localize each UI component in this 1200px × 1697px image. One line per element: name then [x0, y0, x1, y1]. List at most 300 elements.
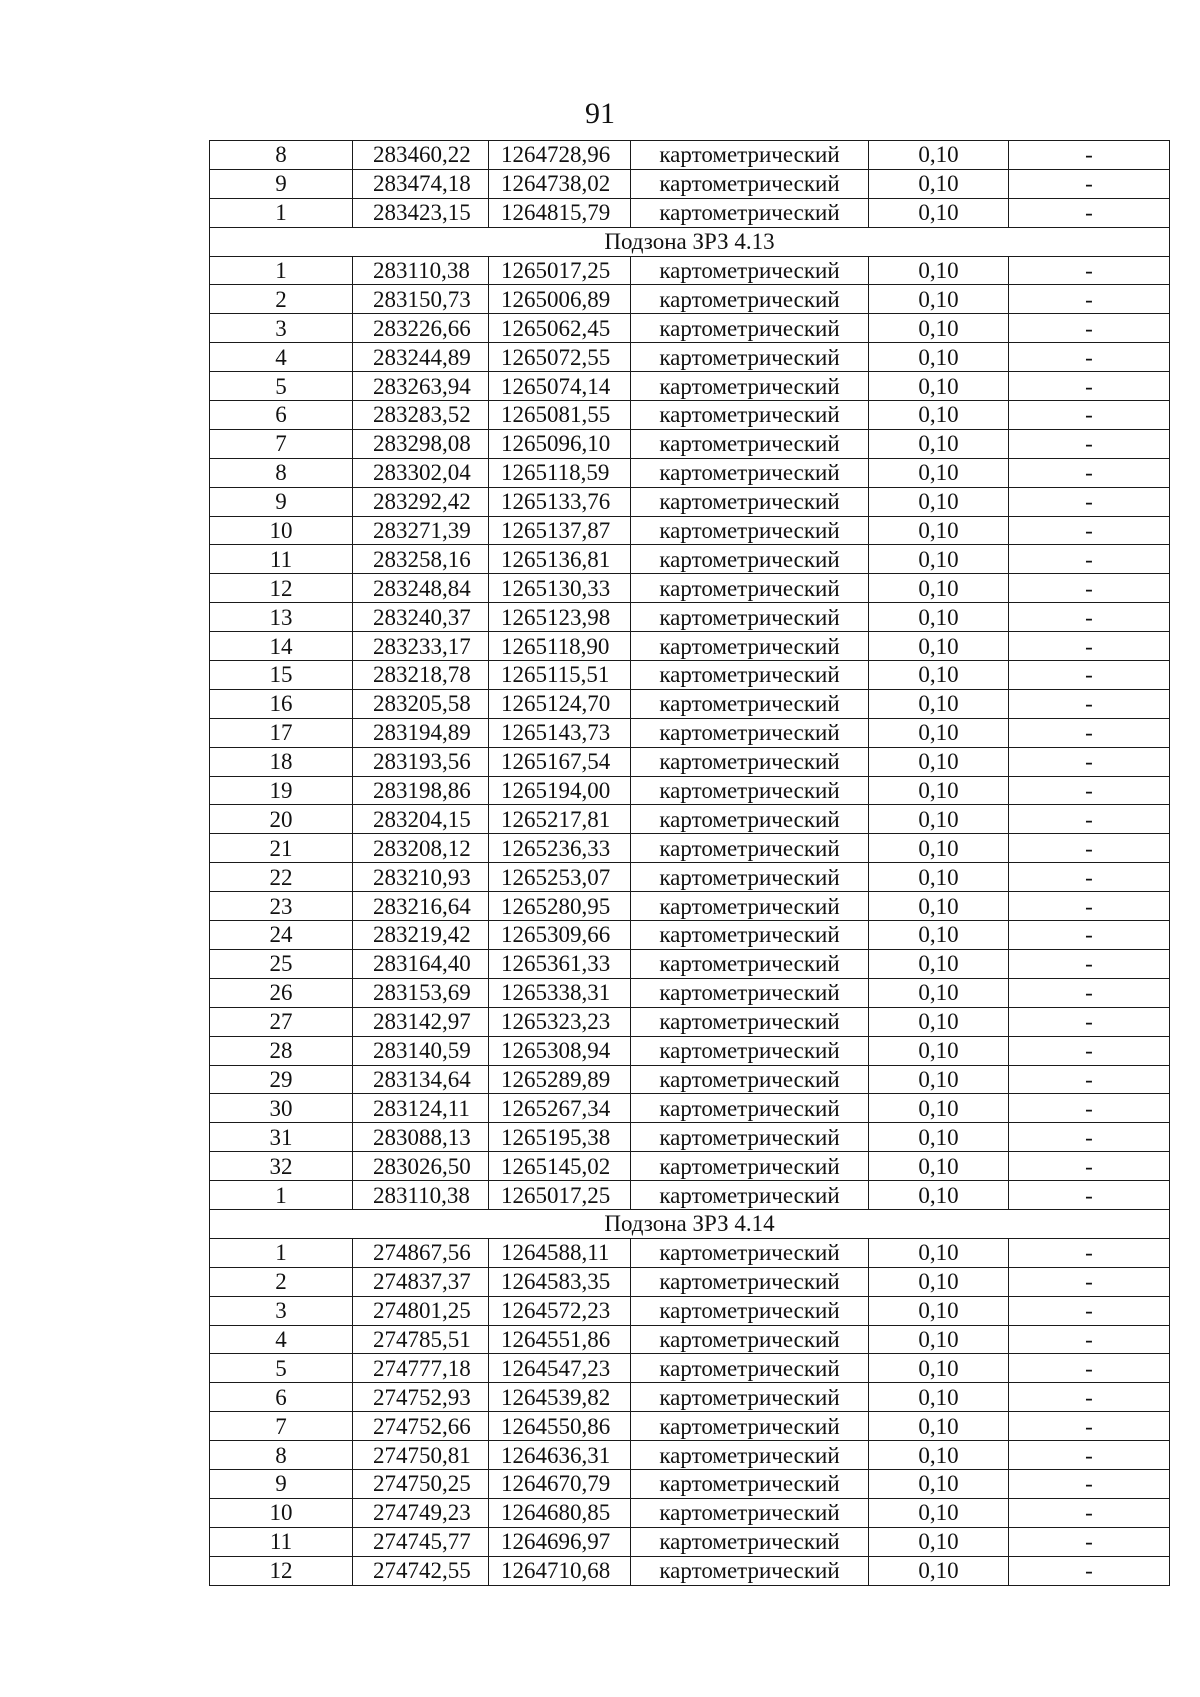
table-row	[210, 834, 1170, 863]
note-cell: -	[1009, 401, 1170, 430]
accuracy-cell: 0,10	[869, 1527, 1009, 1556]
table-row	[210, 921, 1170, 950]
x-coordinate-cell: 283219,42	[353, 921, 489, 950]
x-coordinate-cell: 283204,15	[353, 805, 489, 834]
y-coordinate-cell: 1264738,02	[489, 169, 631, 198]
table-row	[210, 1498, 1170, 1527]
y-coordinate-cell: 1264547,23	[489, 1354, 631, 1383]
table-row	[210, 632, 1170, 661]
table-row	[210, 1469, 1170, 1498]
table-row	[210, 1181, 1170, 1210]
table-row	[210, 1007, 1170, 1036]
point-number-cell: 18	[210, 747, 353, 776]
note-cell: -	[1009, 747, 1170, 776]
x-coordinate-cell: 283218,78	[353, 661, 489, 690]
method-cell: картометрический	[631, 1296, 869, 1325]
y-coordinate-cell: 1265253,07	[489, 863, 631, 892]
point-number-cell: 21	[210, 834, 353, 863]
method-cell: картометрический	[631, 285, 869, 314]
y-coordinate-cell: 1265118,90	[489, 632, 631, 661]
x-coordinate-cell: 283216,64	[353, 892, 489, 921]
table-row	[210, 314, 1170, 343]
table-row	[210, 1296, 1170, 1325]
accuracy-cell: 0,10	[869, 949, 1009, 978]
method-cell: картометрический	[631, 1238, 869, 1267]
method-cell: картометрический	[631, 892, 869, 921]
accuracy-cell: 0,10	[869, 1556, 1009, 1585]
x-coordinate-cell: 283205,58	[353, 689, 489, 718]
y-coordinate-cell: 1264710,68	[489, 1556, 631, 1585]
point-number-cell: 1	[210, 198, 353, 227]
x-coordinate-cell: 283198,86	[353, 776, 489, 805]
table-row	[210, 285, 1170, 314]
y-coordinate-cell: 1265338,31	[489, 978, 631, 1007]
accuracy-cell: 0,10	[869, 1354, 1009, 1383]
note-cell: -	[1009, 141, 1170, 170]
point-number-cell: 1	[210, 1238, 353, 1267]
point-number-cell: 6	[210, 1383, 353, 1412]
method-cell: картометрический	[631, 1354, 869, 1383]
section-header-row	[210, 227, 1170, 256]
accuracy-cell: 0,10	[869, 1498, 1009, 1527]
note-cell: -	[1009, 1527, 1170, 1556]
note-cell: -	[1009, 1238, 1170, 1267]
note-cell: -	[1009, 1325, 1170, 1354]
x-coordinate-cell: 283150,73	[353, 285, 489, 314]
method-cell: картометрический	[631, 834, 869, 863]
table-row	[210, 429, 1170, 458]
y-coordinate-cell: 1265072,55	[489, 343, 631, 372]
y-coordinate-cell: 1265194,00	[489, 776, 631, 805]
x-coordinate-cell: 283194,89	[353, 718, 489, 747]
point-number-cell: 9	[210, 169, 353, 198]
note-cell: -	[1009, 256, 1170, 285]
method-cell: картометрический	[631, 545, 869, 574]
note-cell: -	[1009, 805, 1170, 834]
table-row	[210, 458, 1170, 487]
x-coordinate-cell: 274745,77	[353, 1527, 489, 1556]
table-row	[210, 574, 1170, 603]
table-row	[210, 545, 1170, 574]
point-number-cell: 1	[210, 1181, 353, 1210]
note-cell: -	[1009, 458, 1170, 487]
point-number-cell: 4	[210, 343, 353, 372]
point-number-cell: 29	[210, 1065, 353, 1094]
accuracy-cell: 0,10	[869, 689, 1009, 718]
note-cell: -	[1009, 863, 1170, 892]
x-coordinate-cell: 283283,52	[353, 401, 489, 430]
y-coordinate-cell: 1264550,86	[489, 1412, 631, 1441]
coordinates-table-body	[210, 141, 1170, 1586]
accuracy-cell: 0,10	[869, 661, 1009, 690]
table-row	[210, 747, 1170, 776]
note-cell: -	[1009, 776, 1170, 805]
x-coordinate-cell: 283110,38	[353, 1181, 489, 1210]
section-title: Подзона ЗРЗ 4.13	[210, 227, 1170, 256]
x-coordinate-cell: 283240,37	[353, 603, 489, 632]
note-cell: -	[1009, 372, 1170, 401]
accuracy-cell: 0,10	[869, 603, 1009, 632]
method-cell: картометрический	[631, 401, 869, 430]
point-number-cell: 5	[210, 1354, 353, 1383]
accuracy-cell: 0,10	[869, 1007, 1009, 1036]
point-number-cell: 9	[210, 487, 353, 516]
x-coordinate-cell: 283142,97	[353, 1007, 489, 1036]
table-row	[210, 689, 1170, 718]
note-cell: -	[1009, 1412, 1170, 1441]
y-coordinate-cell: 1265236,33	[489, 834, 631, 863]
y-coordinate-cell: 1265145,02	[489, 1152, 631, 1181]
table-row	[210, 949, 1170, 978]
table-row	[210, 401, 1170, 430]
point-number-cell: 13	[210, 603, 353, 632]
accuracy-cell: 0,10	[869, 314, 1009, 343]
point-number-cell: 27	[210, 1007, 353, 1036]
y-coordinate-cell: 1265118,59	[489, 458, 631, 487]
y-coordinate-cell: 1265133,76	[489, 487, 631, 516]
x-coordinate-cell: 283474,18	[353, 169, 489, 198]
method-cell: картометрический	[631, 689, 869, 718]
accuracy-cell: 0,10	[869, 747, 1009, 776]
method-cell: картометрический	[631, 429, 869, 458]
method-cell: картометрический	[631, 1267, 869, 1296]
accuracy-cell: 0,10	[869, 516, 1009, 545]
note-cell: -	[1009, 1094, 1170, 1123]
x-coordinate-cell: 283258,16	[353, 545, 489, 574]
y-coordinate-cell: 1264815,79	[489, 198, 631, 227]
note-cell: -	[1009, 1383, 1170, 1412]
table-row	[210, 1441, 1170, 1470]
table-row	[210, 603, 1170, 632]
y-coordinate-cell: 1265323,23	[489, 1007, 631, 1036]
table-row	[210, 487, 1170, 516]
table-row	[210, 1123, 1170, 1152]
y-coordinate-cell: 1265280,95	[489, 892, 631, 921]
x-coordinate-cell: 274777,18	[353, 1354, 489, 1383]
x-coordinate-cell: 283088,13	[353, 1123, 489, 1152]
x-coordinate-cell: 274752,66	[353, 1412, 489, 1441]
x-coordinate-cell: 274785,51	[353, 1325, 489, 1354]
table-row	[210, 516, 1170, 545]
method-cell: картометрический	[631, 661, 869, 690]
method-cell: картометрический	[631, 256, 869, 285]
point-number-cell: 17	[210, 718, 353, 747]
method-cell: картометрический	[631, 1441, 869, 1470]
table-row	[210, 372, 1170, 401]
accuracy-cell: 0,10	[869, 1267, 1009, 1296]
table-row	[210, 1267, 1170, 1296]
note-cell: -	[1009, 718, 1170, 747]
point-number-cell: 9	[210, 1469, 353, 1498]
point-number-cell: 14	[210, 632, 353, 661]
note-cell: -	[1009, 978, 1170, 1007]
y-coordinate-cell: 1265217,81	[489, 805, 631, 834]
method-cell: картометрический	[631, 921, 869, 950]
accuracy-cell: 0,10	[869, 863, 1009, 892]
method-cell: картометрический	[631, 343, 869, 372]
accuracy-cell: 0,10	[869, 1065, 1009, 1094]
coordinates-table	[209, 140, 1170, 1586]
method-cell: картометрический	[631, 516, 869, 545]
y-coordinate-cell: 1264680,85	[489, 1498, 631, 1527]
y-coordinate-cell: 1265167,54	[489, 747, 631, 776]
note-cell: -	[1009, 632, 1170, 661]
point-number-cell: 6	[210, 401, 353, 430]
table-row	[210, 863, 1170, 892]
accuracy-cell: 0,10	[869, 892, 1009, 921]
point-number-cell: 32	[210, 1152, 353, 1181]
y-coordinate-cell: 1265115,51	[489, 661, 631, 690]
note-cell: -	[1009, 1469, 1170, 1498]
method-cell: картометрический	[631, 1065, 869, 1094]
x-coordinate-cell: 283248,84	[353, 574, 489, 603]
method-cell: картометрический	[631, 314, 869, 343]
note-cell: -	[1009, 169, 1170, 198]
point-number-cell: 5	[210, 372, 353, 401]
x-coordinate-cell: 283210,93	[353, 863, 489, 892]
table-row	[210, 141, 1170, 170]
point-number-cell: 12	[210, 574, 353, 603]
y-coordinate-cell: 1264670,79	[489, 1469, 631, 1498]
x-coordinate-cell: 283423,15	[353, 198, 489, 227]
x-coordinate-cell: 283134,64	[353, 1065, 489, 1094]
note-cell: -	[1009, 487, 1170, 516]
x-coordinate-cell: 283233,17	[353, 632, 489, 661]
accuracy-cell: 0,10	[869, 1181, 1009, 1210]
accuracy-cell: 0,10	[869, 285, 1009, 314]
y-coordinate-cell: 1265017,25	[489, 256, 631, 285]
x-coordinate-cell: 274837,37	[353, 1267, 489, 1296]
point-number-cell: 3	[210, 1296, 353, 1325]
table-row	[210, 343, 1170, 372]
y-coordinate-cell: 1265309,66	[489, 921, 631, 950]
method-cell: картометрический	[631, 1152, 869, 1181]
method-cell: картометрический	[631, 372, 869, 401]
section-header-row	[210, 1209, 1170, 1238]
note-cell: -	[1009, 1441, 1170, 1470]
accuracy-cell: 0,10	[869, 1325, 1009, 1354]
note-cell: -	[1009, 1354, 1170, 1383]
table-row	[210, 1556, 1170, 1585]
point-number-cell: 2	[210, 285, 353, 314]
method-cell: картометрический	[631, 632, 869, 661]
accuracy-cell: 0,10	[869, 1036, 1009, 1065]
accuracy-cell: 0,10	[869, 1123, 1009, 1152]
point-number-cell: 7	[210, 1412, 353, 1441]
section-title: Подзона ЗРЗ 4.14	[210, 1209, 1170, 1238]
table-row	[210, 256, 1170, 285]
note-cell: -	[1009, 603, 1170, 632]
method-cell: картометрический	[631, 978, 869, 1007]
note-cell: -	[1009, 661, 1170, 690]
note-cell: -	[1009, 892, 1170, 921]
note-cell: -	[1009, 545, 1170, 574]
note-cell: -	[1009, 1152, 1170, 1181]
x-coordinate-cell: 283244,89	[353, 343, 489, 372]
y-coordinate-cell: 1265123,98	[489, 603, 631, 632]
method-cell: картометрический	[631, 198, 869, 227]
point-number-cell: 25	[210, 949, 353, 978]
accuracy-cell: 0,10	[869, 921, 1009, 950]
method-cell: картометрический	[631, 169, 869, 198]
point-number-cell: 16	[210, 689, 353, 718]
method-cell: картометрический	[631, 141, 869, 170]
note-cell: -	[1009, 1007, 1170, 1036]
x-coordinate-cell: 283460,22	[353, 141, 489, 170]
y-coordinate-cell: 1264572,23	[489, 1296, 631, 1325]
method-cell: картометрический	[631, 863, 869, 892]
point-number-cell: 8	[210, 141, 353, 170]
method-cell: картометрический	[631, 1036, 869, 1065]
y-coordinate-cell: 1265081,55	[489, 401, 631, 430]
point-number-cell: 4	[210, 1325, 353, 1354]
x-coordinate-cell: 283298,08	[353, 429, 489, 458]
y-coordinate-cell: 1265062,45	[489, 314, 631, 343]
point-number-cell: 23	[210, 892, 353, 921]
y-coordinate-cell: 1265017,25	[489, 1181, 631, 1210]
x-coordinate-cell: 274752,93	[353, 1383, 489, 1412]
method-cell: картометрический	[631, 1181, 869, 1210]
x-coordinate-cell: 283226,66	[353, 314, 489, 343]
method-cell: картометрический	[631, 1556, 869, 1585]
note-cell: -	[1009, 429, 1170, 458]
method-cell: картометрический	[631, 1383, 869, 1412]
point-number-cell: 12	[210, 1556, 353, 1585]
table-row	[210, 1527, 1170, 1556]
accuracy-cell: 0,10	[869, 401, 1009, 430]
x-coordinate-cell: 283208,12	[353, 834, 489, 863]
point-number-cell: 20	[210, 805, 353, 834]
y-coordinate-cell: 1264551,86	[489, 1325, 631, 1354]
note-cell: -	[1009, 343, 1170, 372]
page-number: 91	[585, 97, 615, 130]
method-cell: картометрический	[631, 718, 869, 747]
point-number-cell: 10	[210, 516, 353, 545]
y-coordinate-cell: 1264636,31	[489, 1441, 631, 1470]
method-cell: картометрический	[631, 1498, 869, 1527]
table-row	[210, 978, 1170, 1007]
note-cell: -	[1009, 1181, 1170, 1210]
y-coordinate-cell: 1265124,70	[489, 689, 631, 718]
accuracy-cell: 0,10	[869, 1152, 1009, 1181]
method-cell: картометрический	[631, 1527, 869, 1556]
point-number-cell: 31	[210, 1123, 353, 1152]
method-cell: картометрический	[631, 1412, 869, 1441]
note-cell: -	[1009, 1296, 1170, 1325]
method-cell: картометрический	[631, 776, 869, 805]
table-row	[210, 1094, 1170, 1123]
point-number-cell: 8	[210, 458, 353, 487]
accuracy-cell: 0,10	[869, 776, 1009, 805]
accuracy-cell: 0,10	[869, 1412, 1009, 1441]
y-coordinate-cell: 1265006,89	[489, 285, 631, 314]
y-coordinate-cell: 1264728,96	[489, 141, 631, 170]
method-cell: картометрический	[631, 949, 869, 978]
note-cell: -	[1009, 1065, 1170, 1094]
y-coordinate-cell: 1265195,38	[489, 1123, 631, 1152]
table-row	[210, 1036, 1170, 1065]
note-cell: -	[1009, 921, 1170, 950]
table-row	[210, 1325, 1170, 1354]
method-cell: картометрический	[631, 1094, 869, 1123]
method-cell: картометрический	[631, 603, 869, 632]
accuracy-cell: 0,10	[869, 574, 1009, 603]
y-coordinate-cell: 1265143,73	[489, 718, 631, 747]
x-coordinate-cell: 283193,56	[353, 747, 489, 776]
table-row	[210, 1412, 1170, 1441]
accuracy-cell: 0,10	[869, 458, 1009, 487]
note-cell: -	[1009, 314, 1170, 343]
method-cell: картометрический	[631, 574, 869, 603]
accuracy-cell: 0,10	[869, 169, 1009, 198]
table-row	[210, 169, 1170, 198]
x-coordinate-cell: 274867,56	[353, 1238, 489, 1267]
point-number-cell: 28	[210, 1036, 353, 1065]
point-number-cell: 11	[210, 545, 353, 574]
accuracy-cell: 0,10	[869, 429, 1009, 458]
y-coordinate-cell: 1264583,35	[489, 1267, 631, 1296]
y-coordinate-cell: 1265308,94	[489, 1036, 631, 1065]
y-coordinate-cell: 1265361,33	[489, 949, 631, 978]
point-number-cell: 22	[210, 863, 353, 892]
point-number-cell: 8	[210, 1441, 353, 1470]
table-row	[210, 1065, 1170, 1094]
x-coordinate-cell: 283271,39	[353, 516, 489, 545]
point-number-cell: 30	[210, 1094, 353, 1123]
accuracy-cell: 0,10	[869, 978, 1009, 1007]
note-cell: -	[1009, 689, 1170, 718]
accuracy-cell: 0,10	[869, 487, 1009, 516]
point-number-cell: 10	[210, 1498, 353, 1527]
x-coordinate-cell: 283164,40	[353, 949, 489, 978]
note-cell: -	[1009, 285, 1170, 314]
x-coordinate-cell: 274801,25	[353, 1296, 489, 1325]
accuracy-cell: 0,10	[869, 632, 1009, 661]
accuracy-cell: 0,10	[869, 1383, 1009, 1412]
note-cell: -	[1009, 1267, 1170, 1296]
accuracy-cell: 0,10	[869, 1094, 1009, 1123]
y-coordinate-cell: 1265096,10	[489, 429, 631, 458]
note-cell: -	[1009, 949, 1170, 978]
x-coordinate-cell: 283124,11	[353, 1094, 489, 1123]
point-number-cell: 15	[210, 661, 353, 690]
method-cell: картометрический	[631, 1469, 869, 1498]
table-row	[210, 805, 1170, 834]
accuracy-cell: 0,10	[869, 198, 1009, 227]
accuracy-cell: 0,10	[869, 834, 1009, 863]
method-cell: картометрический	[631, 1325, 869, 1354]
table-row	[210, 1152, 1170, 1181]
table-row	[210, 1238, 1170, 1267]
accuracy-cell: 0,10	[869, 1469, 1009, 1498]
point-number-cell: 7	[210, 429, 353, 458]
method-cell: картометрический	[631, 805, 869, 834]
x-coordinate-cell: 274749,23	[353, 1498, 489, 1527]
y-coordinate-cell: 1265289,89	[489, 1065, 631, 1094]
y-coordinate-cell: 1265074,14	[489, 372, 631, 401]
y-coordinate-cell: 1265136,81	[489, 545, 631, 574]
table-row	[210, 661, 1170, 690]
x-coordinate-cell: 283263,94	[353, 372, 489, 401]
x-coordinate-cell: 274750,81	[353, 1441, 489, 1470]
note-cell: -	[1009, 1123, 1170, 1152]
accuracy-cell: 0,10	[869, 1441, 1009, 1470]
point-number-cell: 1	[210, 256, 353, 285]
x-coordinate-cell: 283302,04	[353, 458, 489, 487]
note-cell: -	[1009, 574, 1170, 603]
y-coordinate-cell: 1265137,87	[489, 516, 631, 545]
x-coordinate-cell: 283140,59	[353, 1036, 489, 1065]
